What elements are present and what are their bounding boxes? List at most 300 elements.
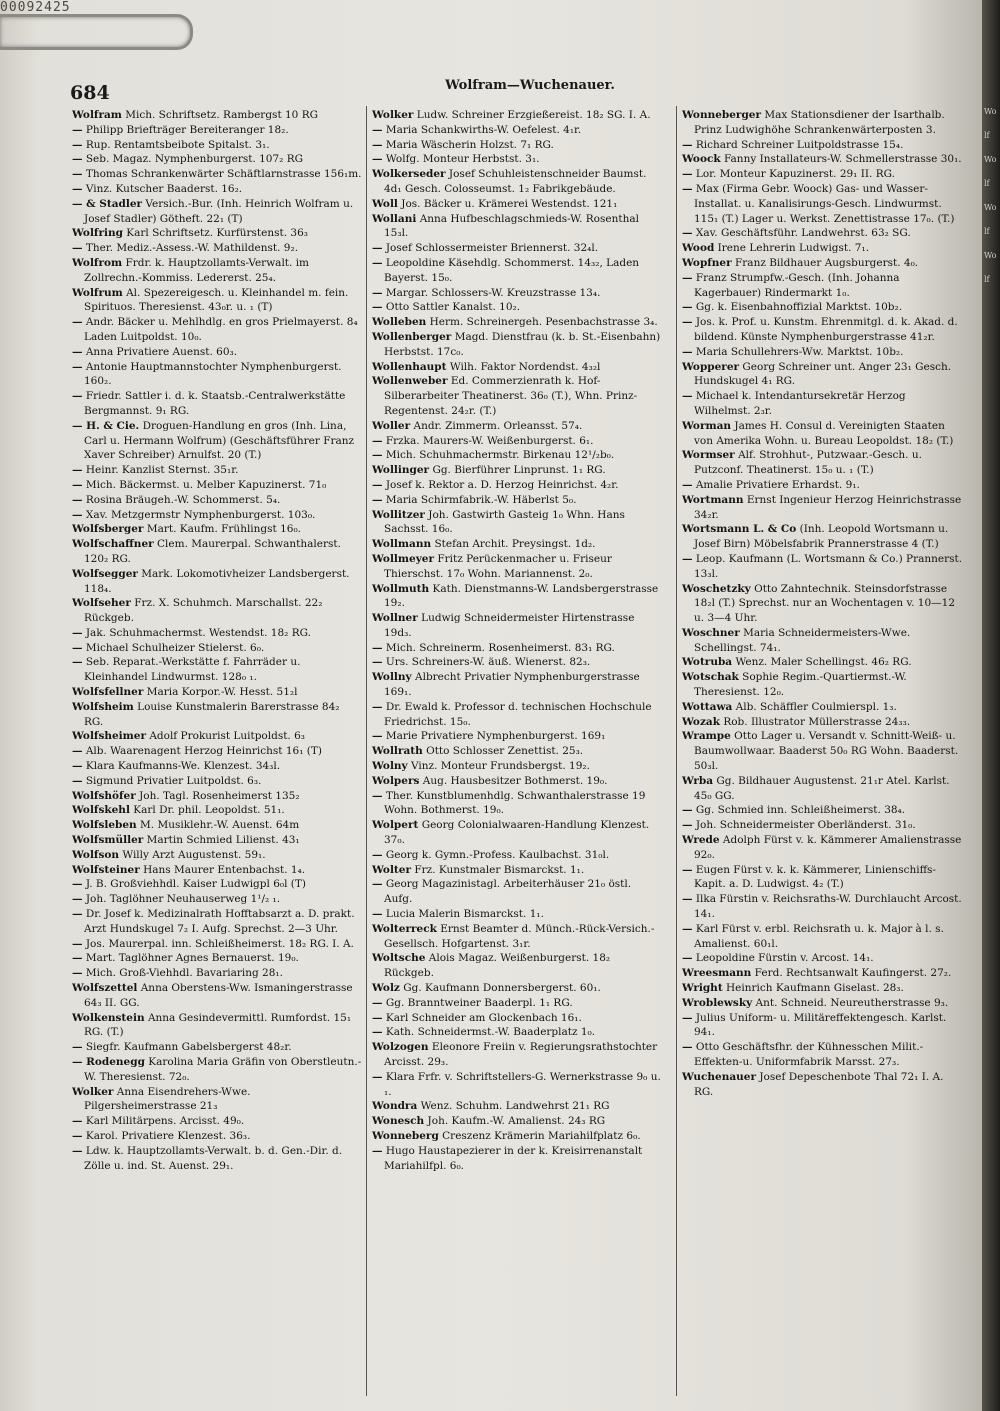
entry-surname: Wolny [372, 760, 408, 773]
entry-surname: Wollenhaupt [372, 360, 447, 373]
entry-surname: — [72, 1115, 83, 1128]
directory-entry [72, 138, 362, 153]
entry-details: Droguen-Handlung en gros (Inh. Lina, Carl u. Hermann Wolfrum) (Geschäftsführer Franz Xaver Schreiber) Arnulfst. 20 (T.) [84, 419, 355, 462]
entry-details: Herm. Schreinergeh. Pesenbachstrasse 3₄. [429, 316, 658, 329]
directory-entry [682, 966, 964, 981]
entry-details: J. B. Großviehhdl. Kaiser Ludwigpl 6₀l (T) [85, 878, 306, 891]
entry-surname: — [72, 138, 83, 151]
directory-entry [72, 848, 362, 863]
entry-surname: — [372, 123, 383, 136]
directory-entry [372, 360, 662, 375]
entry-surname: — [72, 316, 83, 329]
directory-entry [72, 596, 362, 626]
column-rule [366, 106, 367, 1396]
directory-entry [372, 1025, 662, 1040]
directory-entry [72, 655, 362, 685]
entry-surname: Woll [372, 197, 398, 210]
directory-entry [372, 300, 662, 315]
entry-details: Georg Magazinistagl. Arbeiterhäuser 21₀ östl. Aufg. [384, 878, 632, 906]
directory-entry [682, 478, 964, 493]
entry-details: Seb. Reparat.-Werkstätte f. Fahrräder u. Kleinhandel Lindwurmst. 128₀ ₁. [84, 656, 301, 684]
entry-surname: — [72, 1041, 83, 1054]
entry-details: Heinr. Kanzlist Sternst. 35₁r. [85, 464, 239, 477]
directory-entry [372, 463, 662, 478]
directory-entry [372, 1144, 662, 1174]
entry-surname: — [72, 774, 83, 787]
entry-surname: Wolfsheim [72, 700, 134, 713]
entry-details: Karl Militärpens. Arcisst. 49₀. [85, 1115, 245, 1128]
directory-entry [372, 286, 662, 301]
entry-surname: — [372, 878, 383, 891]
entry-surname: — [72, 937, 83, 950]
entry-details: Heinrich Kaufmann Giselast. 28₃. [726, 982, 904, 995]
entry-surname: — [372, 286, 383, 299]
directory-entry [682, 700, 964, 715]
entry-surname: — [72, 626, 83, 639]
directory-entry [72, 789, 362, 804]
entry-details: Irene Lehrerin Ludwigst. 7₁. [717, 242, 870, 255]
entry-details: Stefan Archit. Preysingst. 1d₂. [434, 538, 596, 551]
entry-surname: Wolkerseder [372, 168, 446, 181]
entry-surname: — [72, 360, 83, 373]
entry-surname: — [72, 493, 83, 506]
entry-surname: — [682, 1011, 693, 1024]
archive-stamp: 00092425 [0, 0, 71, 15]
entry-details: Frdr. k. Hauptzollamts-Verwalt. im Zollrechn.-Kommiss. Ledererst. 25₄. [84, 256, 310, 284]
entry-details: Wolfg. Monteur Herbstst. 3₁. [385, 153, 540, 166]
entry-details: Max (Firma Gebr. Woock) Gas- und Wasser-Installat. u. Kanalisirungs-Gesch. Lindwurmst. 115₁ (T.) Lager u. Werkst. Zenettistrasse 17₀. (T.) [694, 182, 955, 225]
directory-entry [682, 256, 964, 271]
directory-entry [682, 241, 964, 256]
directory-entry [372, 774, 662, 789]
directory-entry [682, 1040, 964, 1070]
entry-surname: — [72, 952, 83, 965]
entry-details: Alois Magaz. Weißenburgerst. 18₂ Rückgeb. [384, 952, 611, 980]
entry-details: Al. Spezereigesch. u. Kleinhandel m. fein. Spirituos. Theresienst. 43₀r. u. ₁ (T) [84, 286, 349, 314]
directory-entry [682, 774, 964, 804]
directory-entry [372, 1099, 662, 1114]
entry-surname: — [72, 656, 83, 669]
entry-details: Mich. Schriftsetz. Rambergst 10 RG [125, 109, 318, 121]
entry-details: Albrecht Privatier Nymphenburgerstrasse 169₁. [384, 671, 640, 699]
entry-surname: Wottawa [682, 700, 733, 713]
directory-entry [72, 759, 362, 774]
entry-surname: — [682, 478, 693, 491]
entry-details: Ther. Kunstblumenhdlg. Schwanthalerstrasse 19 Wohn. Bothmerst. 19₀. [384, 789, 646, 817]
directory-entry [682, 996, 964, 1011]
directory-entry [72, 626, 362, 641]
directory-entry [372, 330, 662, 360]
column-2 [372, 108, 662, 1173]
entry-details: Kath. Schneidermst.-W. Baaderplatz 1₀. [385, 1026, 596, 1039]
directory-entry [682, 582, 964, 626]
entry-surname: Wolfsberger [72, 523, 144, 536]
entry-surname: Wollrath [372, 745, 423, 758]
entry-surname: — [72, 745, 83, 758]
entry-details: Dr. Ewald k. Professor d. technischen Hochschule Friedrichst. 15₀. [384, 700, 652, 728]
entry-surname: Woschetzky [682, 582, 751, 595]
entry-surname: — [372, 493, 383, 506]
entry-details: Willy Arzt Augustenst. 59₁. [122, 848, 266, 861]
directory-entry [682, 108, 964, 138]
entry-surname: — [372, 1070, 383, 1083]
entry-surname: — [372, 789, 383, 802]
entry-surname: Wormser [682, 449, 735, 462]
entry-surname: Wolpers [372, 774, 420, 787]
entry-details: Mich. Groß-Viehhdl. Bavariaring 28₁. [85, 967, 283, 980]
entry-surname: Wolfseher [72, 597, 131, 610]
entry-surname: — [372, 908, 383, 921]
entry-details: Gg. Schmied inn. Schleißheimerst. 38₄. [695, 804, 906, 817]
directory-entry [72, 419, 362, 463]
entry-surname: Wolfszettel [72, 982, 138, 995]
entry-details: M. Musiklehr.-W. Auenst. 64m [140, 819, 300, 832]
entry-surname: — [682, 552, 693, 565]
entry-details: Maria Wäscherin Holzst. 7₁ RG. [385, 138, 554, 151]
entry-surname: Wolker [372, 109, 414, 121]
entry-surname: Wollmuth [372, 582, 430, 595]
directory-entry [682, 522, 964, 552]
directory-entry [372, 374, 662, 418]
entry-details: Clem. Maurerpal. Schwanthalerst. 120₂ RG. [84, 538, 341, 565]
entry-details: Anna Privatiere Auenst. 60₃. [85, 345, 238, 358]
directory-entry [72, 152, 362, 167]
entry-surname: — [372, 449, 383, 462]
entry-surname: Wollenweber [372, 375, 448, 388]
directory-entry [372, 996, 662, 1011]
entry-details: Andr. Zimmerm. Orleansst. 57₄. [413, 419, 583, 432]
entry-surname: Wopperer [682, 360, 740, 373]
entry-surname: Wood [682, 242, 715, 255]
entry-details: Jos. Maurerpal. inn. Schleißheimerst. 18₂ RG. I. A. [85, 937, 354, 950]
directory-entry [72, 108, 362, 123]
entry-details: Magd. Dienstfrau (k. b. St.-Eisenbahn) Herbstst. 17c₀. [384, 330, 661, 358]
directory-entry [72, 1040, 362, 1055]
entry-details: Max Stationsdiener der Isarthalb. Prinz Ludwighöhe Schrankenwärterposten 3. [694, 109, 945, 136]
directory-entry [72, 818, 362, 833]
directory-entry [372, 508, 662, 538]
paper-clip [0, 14, 193, 50]
directory-entry [72, 863, 362, 878]
directory-entry [72, 877, 362, 892]
entry-details: Michael k. Intendantursekretär Herzog Wilhelmst. 2₃r. [694, 390, 906, 417]
entry-surname: — [72, 242, 83, 255]
page-number: 684 [70, 82, 110, 104]
entry-details: Louise Kunstmalerin Barerstrasse 84₂ RG. [84, 700, 340, 728]
entry-details: Alf. Strohhut-, Putzwaar.-Gesch. u. Putzconf. Theatinerst. 15₀ u. ₁ (T.) [694, 449, 922, 477]
entry-surname: Wolfram [72, 109, 122, 121]
entry-surname: — [72, 153, 83, 166]
directory-entry [682, 360, 964, 390]
entry-surname: Wollenberger [372, 330, 452, 343]
directory-entry [372, 108, 662, 123]
entry-details: Siegfr. Kaufmann Gabelsbergerst 48₂r. [85, 1041, 292, 1054]
entry-details: Karolina Maria Gräfin von Oberstleutn.-W. Theresienst. 72₀. [84, 1056, 362, 1083]
entry-details: Andr. Bäcker u. Mehlhdlg. en gros Prielmayerst. 8₄ Laden Luitpoldst. 10₀. [84, 316, 358, 343]
entry-surname: — [72, 464, 83, 477]
entry-surname: — [682, 390, 693, 403]
directory-entry [372, 1040, 662, 1070]
entry-surname: Wollner [372, 612, 418, 625]
directory-entry [372, 138, 662, 153]
entry-surname: — [372, 153, 383, 166]
entry-details: Karl Schneider am Glockenbach 16₁. [385, 1011, 582, 1024]
directory-entry [72, 744, 362, 759]
entry-details: Otto Zahntechnik. Steinsdorfstrasse 18₂l (T.) Sprechst. nur an Wochentagen v. 10—12 u. 3—4 Uhr. [694, 582, 956, 625]
directory-entry [72, 1055, 362, 1085]
entry-surname: Wolfsleben [72, 819, 137, 832]
directory-entry [72, 345, 362, 360]
entry-details: Ed. Commerzienrath k. Hof-Silberarbeiter Theatinerst. 36₀ (T.), Whn. Prinz-Regentenst. 24₂r. (T.) [384, 375, 638, 417]
entry-surname: — [72, 168, 83, 181]
entry-surname: — [682, 271, 693, 284]
entry-surname: Wondra [372, 1100, 418, 1113]
directory-entry [682, 626, 964, 656]
entry-details: Fritz Perückenmacher u. Friseur Thierschst. 17₀ Wohn. Mariannenst. 2₀. [384, 552, 612, 580]
entry-details: Vinz. Monteur Frundsbergst. 19₂. [411, 760, 590, 773]
directory-entry [682, 138, 964, 153]
directory-entry [372, 863, 662, 878]
entry-surname: Wrede [682, 834, 720, 847]
directory-entry [372, 611, 662, 641]
entry-surname: Wotruba [682, 656, 733, 669]
entry-details: (Inh. Leopold Wortsmann u. Josef Birn) Möbelsfabrik Prannerstrasse 4 (T.) [694, 523, 949, 551]
entry-details: Ludw. Schreiner Erzgießereist. 18₂ SG. I. A. [416, 109, 651, 121]
entry-details: Marie Privatiere Nymphenburgerst. 169₁ [385, 730, 606, 743]
entry-surname: Wolzogen [372, 1041, 429, 1054]
entry-details: Ldw. k. Hauptzollamts-Verwalt. b. d. Gen.-Dir. d. Zölle u. ind. St. Auenst. 29₁. [84, 1144, 343, 1172]
directory-entry [72, 315, 362, 345]
entry-details: Frz. X. Schuhmch. Marschallst. 22₂ Rückgeb. [84, 597, 323, 625]
directory-entry [682, 922, 964, 952]
directory-entry [682, 729, 964, 773]
directory-entry [682, 552, 964, 582]
entry-details: Ludwig Schneidermeister Hirtenstrasse 19d₃. [384, 612, 635, 639]
entry-details: Ernst Beamter d. Münch.-Rück-Versich.-Gesellsch. Hofgartenst. 3₁r. [384, 922, 655, 950]
directory-entry [682, 1011, 964, 1041]
entry-surname: — [72, 967, 83, 980]
directory-entry [72, 1129, 362, 1144]
directory-entry [372, 1011, 662, 1026]
directory-entry [72, 182, 362, 197]
entry-surname: Wolterreck [372, 922, 437, 935]
entry-details: Sophie Regim.-Quartiermst.-W. Theresienst. 12₀. [694, 671, 907, 699]
entry-surname: — [682, 804, 693, 817]
directory-entry [372, 478, 662, 493]
directory-entry [682, 167, 964, 182]
entry-details: Kath. Dienstmanns-W. Landsbergerstrasse 19₂. [384, 582, 659, 610]
entry-details: Joh. Tagl. Rosenheimerst 135₂ [139, 789, 300, 802]
directory-entry [682, 271, 964, 301]
entry-details: Thomas Schrankenwärter Schäftlarnstrasse 156₁m. [85, 168, 362, 181]
entry-details: Anna Gesindevermittl. Rumfordst. 15₁ RG. (T.) [84, 1011, 352, 1039]
directory-entry [682, 300, 964, 315]
entry-details: Michael Schulheizer Stielerst. 6₀. [85, 641, 265, 654]
entry-details: Hugo Haustapezierer in der k. Kreisirrenanstalt Mariahilfpl. 6₀. [384, 1144, 643, 1172]
entry-details: Franz Bildhauer Augsburgerst. 4₀. [735, 256, 919, 269]
directory-entry [682, 863, 964, 893]
entry-details: Ant. Schneid. Neureutherstrasse 9₃. [755, 996, 949, 1009]
entry-details: Karl Schriftsetz. Kurfürstenst. 36₃ [126, 227, 308, 240]
entry-details: Joh. Gastwirth Gasteig 1₀ Whn. Hans Sachsst. 16₀. [384, 508, 625, 536]
directory-entry [682, 670, 964, 700]
entry-details: Mich. Schreinerm. Rosenheimerst. 83₁ RG. [385, 641, 615, 654]
entry-surname: Wozak [682, 715, 720, 728]
directory-entry [682, 315, 964, 345]
entry-surname: — [72, 390, 83, 403]
entry-surname: Wolfschaffner [72, 538, 154, 551]
directory-entry [72, 937, 362, 952]
column-3 [682, 108, 964, 1099]
directory-entry [682, 389, 964, 419]
entry-surname: Wolfsteiner [72, 863, 140, 876]
directory-entry [372, 315, 662, 330]
entry-details: Seb. Magaz. Nymphenburgerst. 107₂ RG [85, 153, 304, 166]
entry-surname: — [682, 345, 693, 358]
entry-surname: — [682, 1041, 693, 1054]
entry-details: Amalie Privatiere Erhardst. 9₁. [695, 478, 860, 491]
entry-details: Creszenz Krämerin Mariahilfplatz 6₀. [442, 1129, 641, 1142]
entry-details: Maria Schankwirths-W. Oefelest. 4₁r. [385, 123, 582, 136]
entry-details: Josef Schlossermeister Briennerst. 32₄l. [385, 242, 599, 255]
entry-details: Jos. Bäcker u. Krämerei Westendst. 121₁ [401, 197, 618, 210]
directory-entry [72, 537, 362, 567]
entry-details: Rup. Rentamtsbeibote Spitalst. 3₁. [85, 138, 270, 151]
entry-surname: — [72, 893, 83, 906]
entry-surname: Wolfrom [72, 256, 123, 269]
entry-surname: — [682, 922, 693, 935]
entry-surname: — [372, 256, 383, 269]
entry-surname: Wopfner [682, 256, 732, 269]
entry-details: Leopoldine Käsehdlg. Schommerst. 14₃₂, Laden Bayerst. 15₀. [384, 256, 640, 284]
column-rule [676, 106, 677, 1396]
entry-surname: — [682, 182, 693, 195]
directory-entry [372, 907, 662, 922]
entry-surname: Wolfsmüller [72, 834, 144, 847]
entry-details: Wilh. Faktor Nordendst. 4₃₂l [449, 360, 601, 373]
entry-details: Lor. Monteur Kapuzinerst. 29₁ II. RG. [695, 168, 895, 181]
entry-surname: — [72, 1129, 83, 1142]
entry-details: Xav. Geschäftsführ. Landwehrst. 63₂ SG. [695, 227, 911, 240]
entry-surname: Worman [682, 419, 732, 432]
column-1 [72, 108, 362, 1173]
entry-surname: Wolfsheimer [72, 730, 146, 743]
directory-entry [72, 833, 362, 848]
directory-entry [372, 877, 662, 907]
entry-details: Frzka. Maurers-W. Weißenburgerst. 6₁. [385, 434, 594, 447]
entry-details: Vinz. Kutscher Baaderst. 16₂. [85, 182, 243, 195]
entry-details: Sigmund Privatier Luitpoldst. 6₃. [85, 774, 262, 787]
entry-surname: — [372, 848, 383, 861]
entry-surname: — [372, 700, 383, 713]
entry-surname: Wolpert [372, 819, 419, 832]
directory-entry [682, 152, 964, 167]
entry-surname: Wonesch [372, 1115, 425, 1128]
entry-surname: — [72, 641, 83, 654]
entry-surname: Woller [372, 419, 411, 432]
adjacent-page-edge [982, 0, 1000, 1411]
entry-details: Joh. Kaufm.-W. Amalienst. 24₃ RG [427, 1115, 606, 1128]
entry-surname: — [372, 1144, 383, 1157]
entry-details: Maria Schirmfabrik.-W. Häberlst 5₀. [385, 493, 577, 506]
entry-surname: Wortsmann L. & Co [682, 523, 797, 536]
entry-details: Georg Schreiner unt. Anger 23₁ Gesch. Hundskugel 4₁ RG. [694, 360, 952, 388]
directory-entry [682, 182, 964, 226]
directory-entry [372, 744, 662, 759]
entry-surname: — [682, 168, 693, 181]
entry-details: Otto Schlosser Zenettist. 25₃. [426, 745, 584, 758]
entry-surname: Wright [682, 982, 723, 995]
directory-entry [372, 434, 662, 449]
entry-surname: — [372, 656, 383, 669]
directory-entry [372, 537, 662, 552]
directory-entry [372, 759, 662, 774]
entry-details: Wenz. Schuhm. Landwehrst 21₁ RG [420, 1100, 610, 1113]
entry-surname: — [682, 301, 693, 314]
directory-entry [372, 951, 662, 981]
directory-entry [72, 508, 362, 523]
directory-entry [72, 286, 362, 316]
directory-entry [72, 197, 362, 227]
entry-surname: — [72, 760, 83, 773]
entry-surname: — [372, 641, 383, 654]
entry-details: Jos. k. Prof. u. Kunstm. Ehrenmitgl. d. k. Akad. d. bildend. Künste Nymphenburgerstrasse 41₂r. [694, 316, 958, 343]
entry-details: Aug. Hausbesitzer Bothmerst. 19₀. [422, 774, 608, 787]
directory-entry [72, 907, 362, 937]
entry-details: Friedr. Sattler i. d. k. Staatsb.-Centralwerkstätte Bergmannst. 9₁ RG. [84, 390, 346, 417]
entry-surname: Wrampe [682, 730, 731, 743]
running-head: Wolfram—Wuchenauer. [445, 78, 615, 93]
entry-details: James H. Consul d. Vereinigten Staaten von Amerika Wohn. u. Bureau Leopoldst. 18₂ (T.) [694, 419, 954, 447]
directory-entry [682, 951, 964, 966]
directory-entry [372, 655, 662, 670]
entry-surname: Wolz [372, 982, 400, 995]
directory-entry [72, 493, 362, 508]
entry-details: Karl Dr. phil. Leopoldst. 51₁. [133, 804, 285, 817]
entry-surname: Wroblewsky [682, 996, 753, 1009]
directory-entry [72, 966, 362, 981]
directory-entry [372, 670, 662, 700]
directory-entry [72, 389, 362, 419]
entry-details: Anna Oberstens-Ww. Ismaningerstrasse 64₃ II. GG. [84, 982, 353, 1009]
directory-entry [372, 152, 662, 167]
entry-details: Hans Maurer Entenbachst. 1₄. [143, 863, 306, 876]
entry-details: Maria Schullehrers-Ww. Marktst. 10b₂. [695, 345, 904, 358]
directory-entry [372, 212, 662, 242]
entry-details: Fanny Installateurs-W. Schmellerstrasse 30₁. [723, 153, 962, 166]
directory-entry [72, 641, 362, 656]
entry-details: Ilka Fürstin v. Reichsraths-W. Durchlaucht Arcost. 14₁. [694, 893, 962, 921]
directory-entry [682, 1070, 964, 1100]
entry-details: Klara Kaufmanns-We. Klenzest. 34₃l. [85, 760, 281, 773]
entry-surname: — [372, 1026, 383, 1039]
entry-details: Gg. Branntweiner Baaderpl. 1₁ RG. [385, 996, 573, 1009]
entry-surname: Wolkenstein [72, 1011, 145, 1024]
entry-details: Ferd. Rechtsanwalt Kaufingerst. 27₂. [754, 967, 952, 980]
directory-entry [372, 493, 662, 508]
entry-surname: — [682, 952, 693, 965]
directory-entry [372, 981, 662, 996]
entry-surname: Wotschak [682, 671, 739, 684]
entry-surname: — [372, 996, 383, 1009]
directory-entry [72, 241, 362, 256]
directory-entry [682, 655, 964, 670]
entry-details: Georg k. Gymn.-Profess. Kaulbachst. 31₀l. [385, 848, 610, 861]
directory-entry [682, 981, 964, 996]
directory-entry [72, 951, 362, 966]
entry-details: Georg Colonialwaaren-Handlung Klenzest. 37₀. [384, 819, 650, 847]
directory-entry [372, 922, 662, 952]
